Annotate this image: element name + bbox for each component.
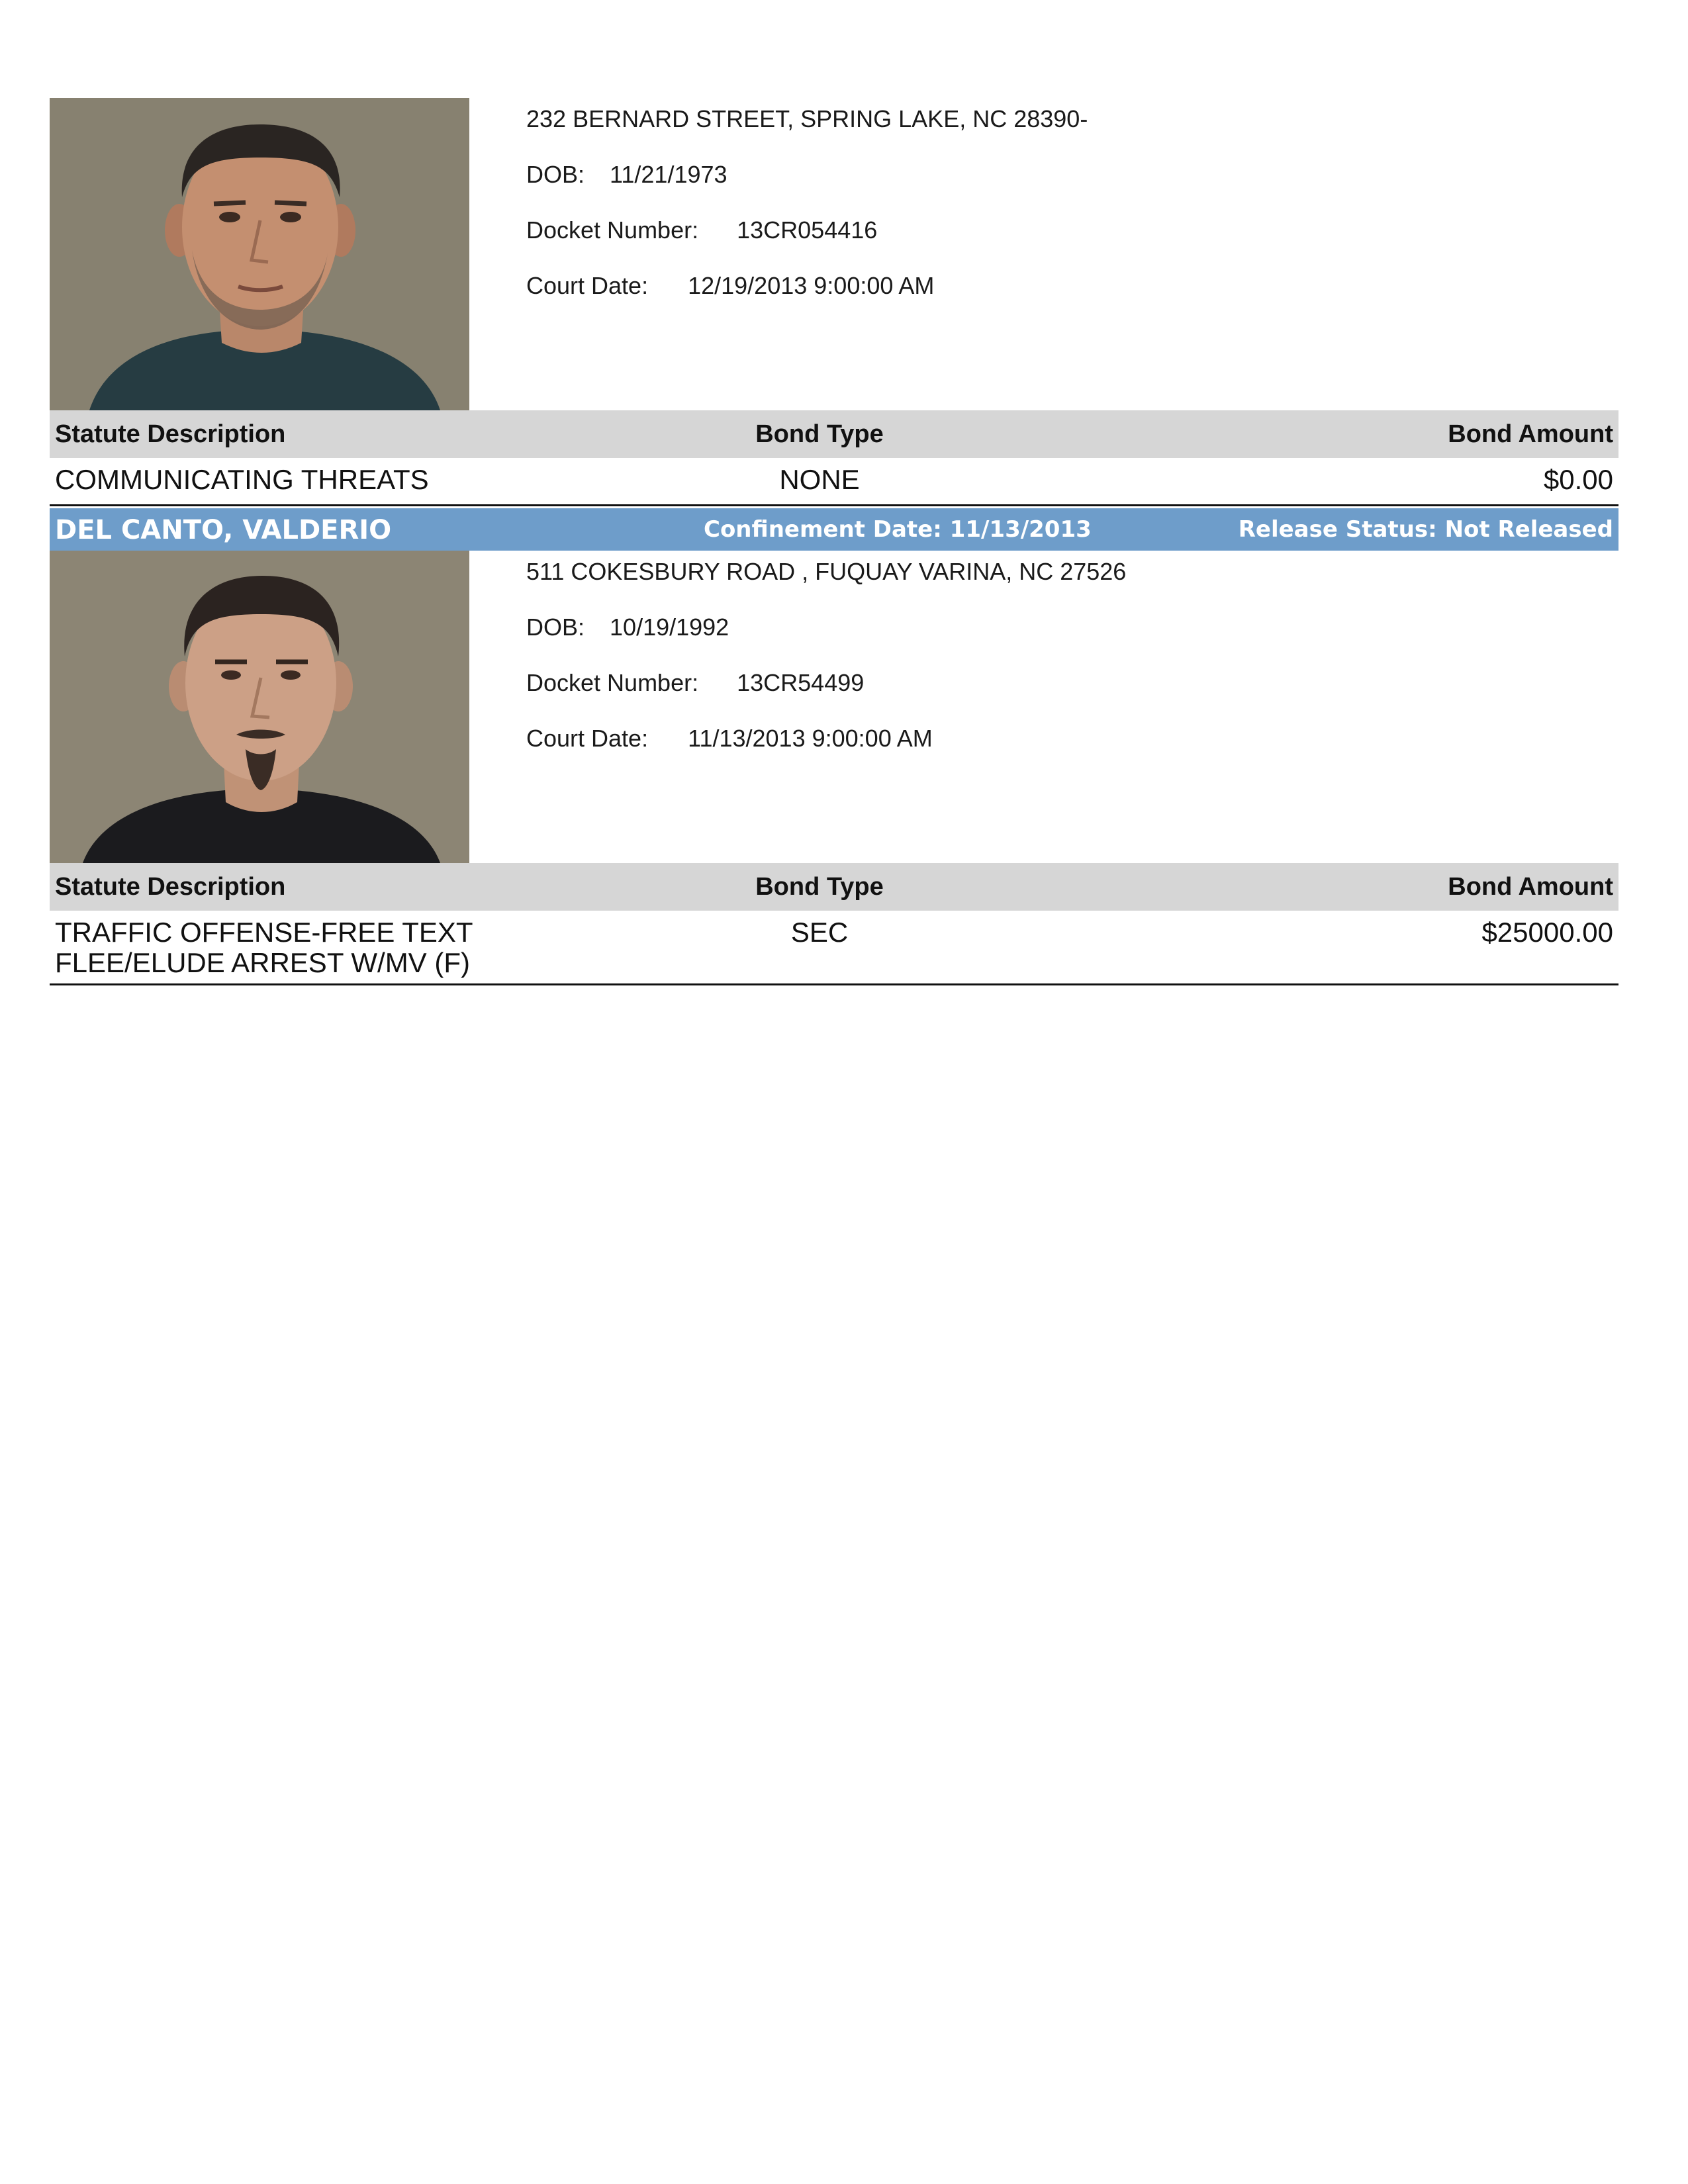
statute-line: TRAFFIC OFFENSE-FREE TEXT bbox=[55, 917, 473, 948]
inmate-record bbox=[50, 98, 1618, 506]
docket-label: Docket Number: bbox=[526, 669, 699, 696]
inmate-info bbox=[50, 98, 1618, 410]
court-date-line bbox=[526, 273, 934, 299]
release-status: Release Status: Not Released bbox=[1238, 516, 1613, 543]
mugshot-photo bbox=[50, 98, 469, 410]
statute-line: FLEE/ELUDE ARREST W/MV (F) bbox=[55, 947, 470, 978]
statute-column-header: Statute Description bbox=[55, 420, 286, 448]
charge-row bbox=[50, 458, 1618, 506]
court-date-label: Court Date: bbox=[526, 725, 649, 752]
court-date-line bbox=[526, 725, 933, 752]
address: 511 COKESBURY ROAD , FUQUAY VARINA, NC 27526 bbox=[526, 558, 1127, 585]
dob-label: DOB: bbox=[526, 161, 585, 188]
court-date-value: 12/19/2013 9:00:00 AM bbox=[688, 272, 935, 299]
statute-description bbox=[55, 917, 473, 978]
address: 232 BERNARD STREET, SPRING LAKE, NC 28390- bbox=[526, 105, 1088, 132]
bond-type-column-header: Bond Type bbox=[755, 873, 884, 901]
court-date-label: Court Date: bbox=[526, 272, 649, 299]
inmate-name-bar bbox=[50, 508, 1618, 551]
docket-label: Docket Number: bbox=[526, 216, 699, 244]
dob-line bbox=[526, 161, 727, 188]
inmate-info bbox=[50, 551, 1618, 863]
bond-amount: $25000.00 bbox=[1481, 917, 1613, 948]
inmate-name: DEL CANTO, VALDERIO bbox=[55, 515, 392, 545]
bond-amount-column-header: Bond Amount bbox=[1448, 420, 1613, 448]
docket-value: 13CR54499 bbox=[737, 669, 865, 696]
bond-type: NONE bbox=[779, 464, 860, 495]
bond-amount: $0.00 bbox=[1543, 464, 1613, 495]
court-date-value: 11/13/2013 9:00:00 AM bbox=[688, 725, 933, 752]
mugshot-photo bbox=[50, 551, 469, 863]
bond-amount-column-header: Bond Amount bbox=[1448, 873, 1613, 901]
dob-label: DOB: bbox=[526, 614, 585, 641]
statute-description: COMMUNICATING THREATS bbox=[55, 464, 429, 495]
inmate-record bbox=[50, 508, 1618, 985]
bond-type: SEC bbox=[790, 917, 849, 948]
charges-header bbox=[50, 410, 1618, 458]
docket-line bbox=[526, 217, 877, 244]
docket-value: 13CR054416 bbox=[737, 216, 878, 244]
docket-line bbox=[526, 670, 864, 696]
charge-row bbox=[50, 911, 1618, 985]
dob-line bbox=[526, 614, 729, 641]
dob-value: 10/19/1992 bbox=[610, 614, 729, 641]
bond-type-column-header: Bond Type bbox=[755, 420, 884, 448]
charges-header bbox=[50, 863, 1618, 911]
statute-column-header: Statute Description bbox=[55, 873, 286, 901]
confinement-date: Confinement Date: 11/13/2013 bbox=[704, 516, 1092, 543]
dob-value: 11/21/1973 bbox=[610, 161, 727, 188]
